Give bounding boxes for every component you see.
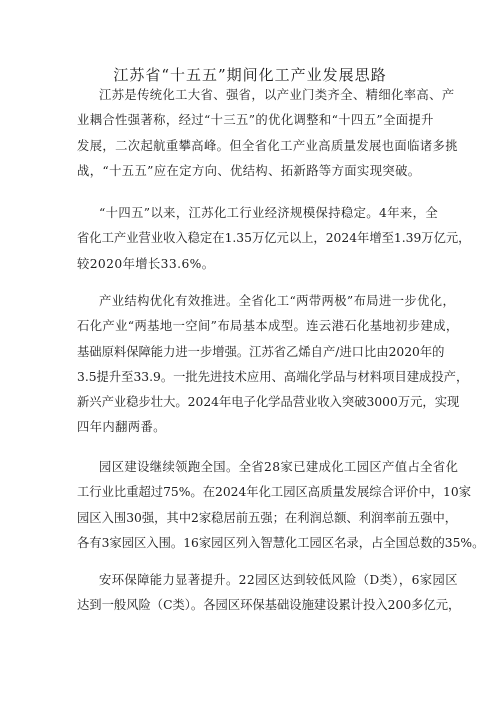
paragraph-line: 园区建设继续领跑全国。全省28家已建成化工园区产值占全省化 xyxy=(99,460,459,474)
paragraph-4 xyxy=(77,455,485,556)
paragraph-line: 各有3家园区入围。16家园区列入智慧化工园区名录，占全国总数的35%。 xyxy=(77,535,485,550)
paragraph-line: 业耦合性强著称，经过“十三五”的优化调整和“十四五”全面提升 xyxy=(77,113,434,128)
paragraph-line: 四年内翻两番。 xyxy=(77,420,166,435)
paragraph-line: 工行业比重超过75%。在2024年化工园区高质量发展综合评价中，10家 xyxy=(77,485,471,500)
paragraph-3 xyxy=(77,289,469,441)
paragraph-line: 新兴产业稳步壮大。2024年电子化学品营业收入突破3000万元，实现 xyxy=(77,395,460,410)
paragraph-line: 石化产业“两基地一空间”布局基本成型。连云港石化基地初步建成， xyxy=(77,319,459,334)
paragraph-line: 江苏是传统化工大省、强省，以产业门类齐全、精细化率高、产 xyxy=(99,88,455,102)
paragraph-line: 达到一般风险（C类）。各园区环保基础设施建设累计投入200多亿元， xyxy=(77,598,461,613)
paragraph-line: 较2020年增长33.6%。 xyxy=(77,256,215,271)
paragraph-line: 3.5提升至33.9。一批先进技术应用、高端化学品与材料项目建成投产， xyxy=(77,369,469,384)
paragraph-line: 省化工产业营业收入稳定在1.35万亿元以上，2024年增至1.39万亿元， xyxy=(77,231,471,246)
paragraph-line: 产业结构优化有效推进。全省化工“两带两极”布局进一步优化， xyxy=(99,294,456,308)
paragraph-2 xyxy=(77,201,471,277)
paragraph-5 xyxy=(77,568,461,619)
paragraph-line: “十四五”以来，江苏化工行业经济规模保持稳定。4年来，全 xyxy=(99,206,439,220)
paragraph-line: 基础原料保障能力进一步增强。江苏省乙烯自产/进口比由2020年的 xyxy=(77,344,445,359)
paragraph-line: 发展，二次起航重攀高峰。但全省化工产业高质量发展也面临诸多挑 xyxy=(77,138,458,153)
paragraph-line: 战，“十五五”应在定方向、优结构、拓新路等方面实现突破。 xyxy=(77,163,421,178)
document-title: 江苏省“十五五”期间化工产业发展思路 xyxy=(113,66,387,84)
paragraph-line: 安环保障能力显著提升。22园区达到较低风险（D类），6家园区 xyxy=(99,573,458,587)
paragraph-1 xyxy=(77,83,458,184)
paragraph-line: 园区入围30强，其中2家稳居前五强；在利润总额、利润率前五强中， xyxy=(77,510,458,525)
